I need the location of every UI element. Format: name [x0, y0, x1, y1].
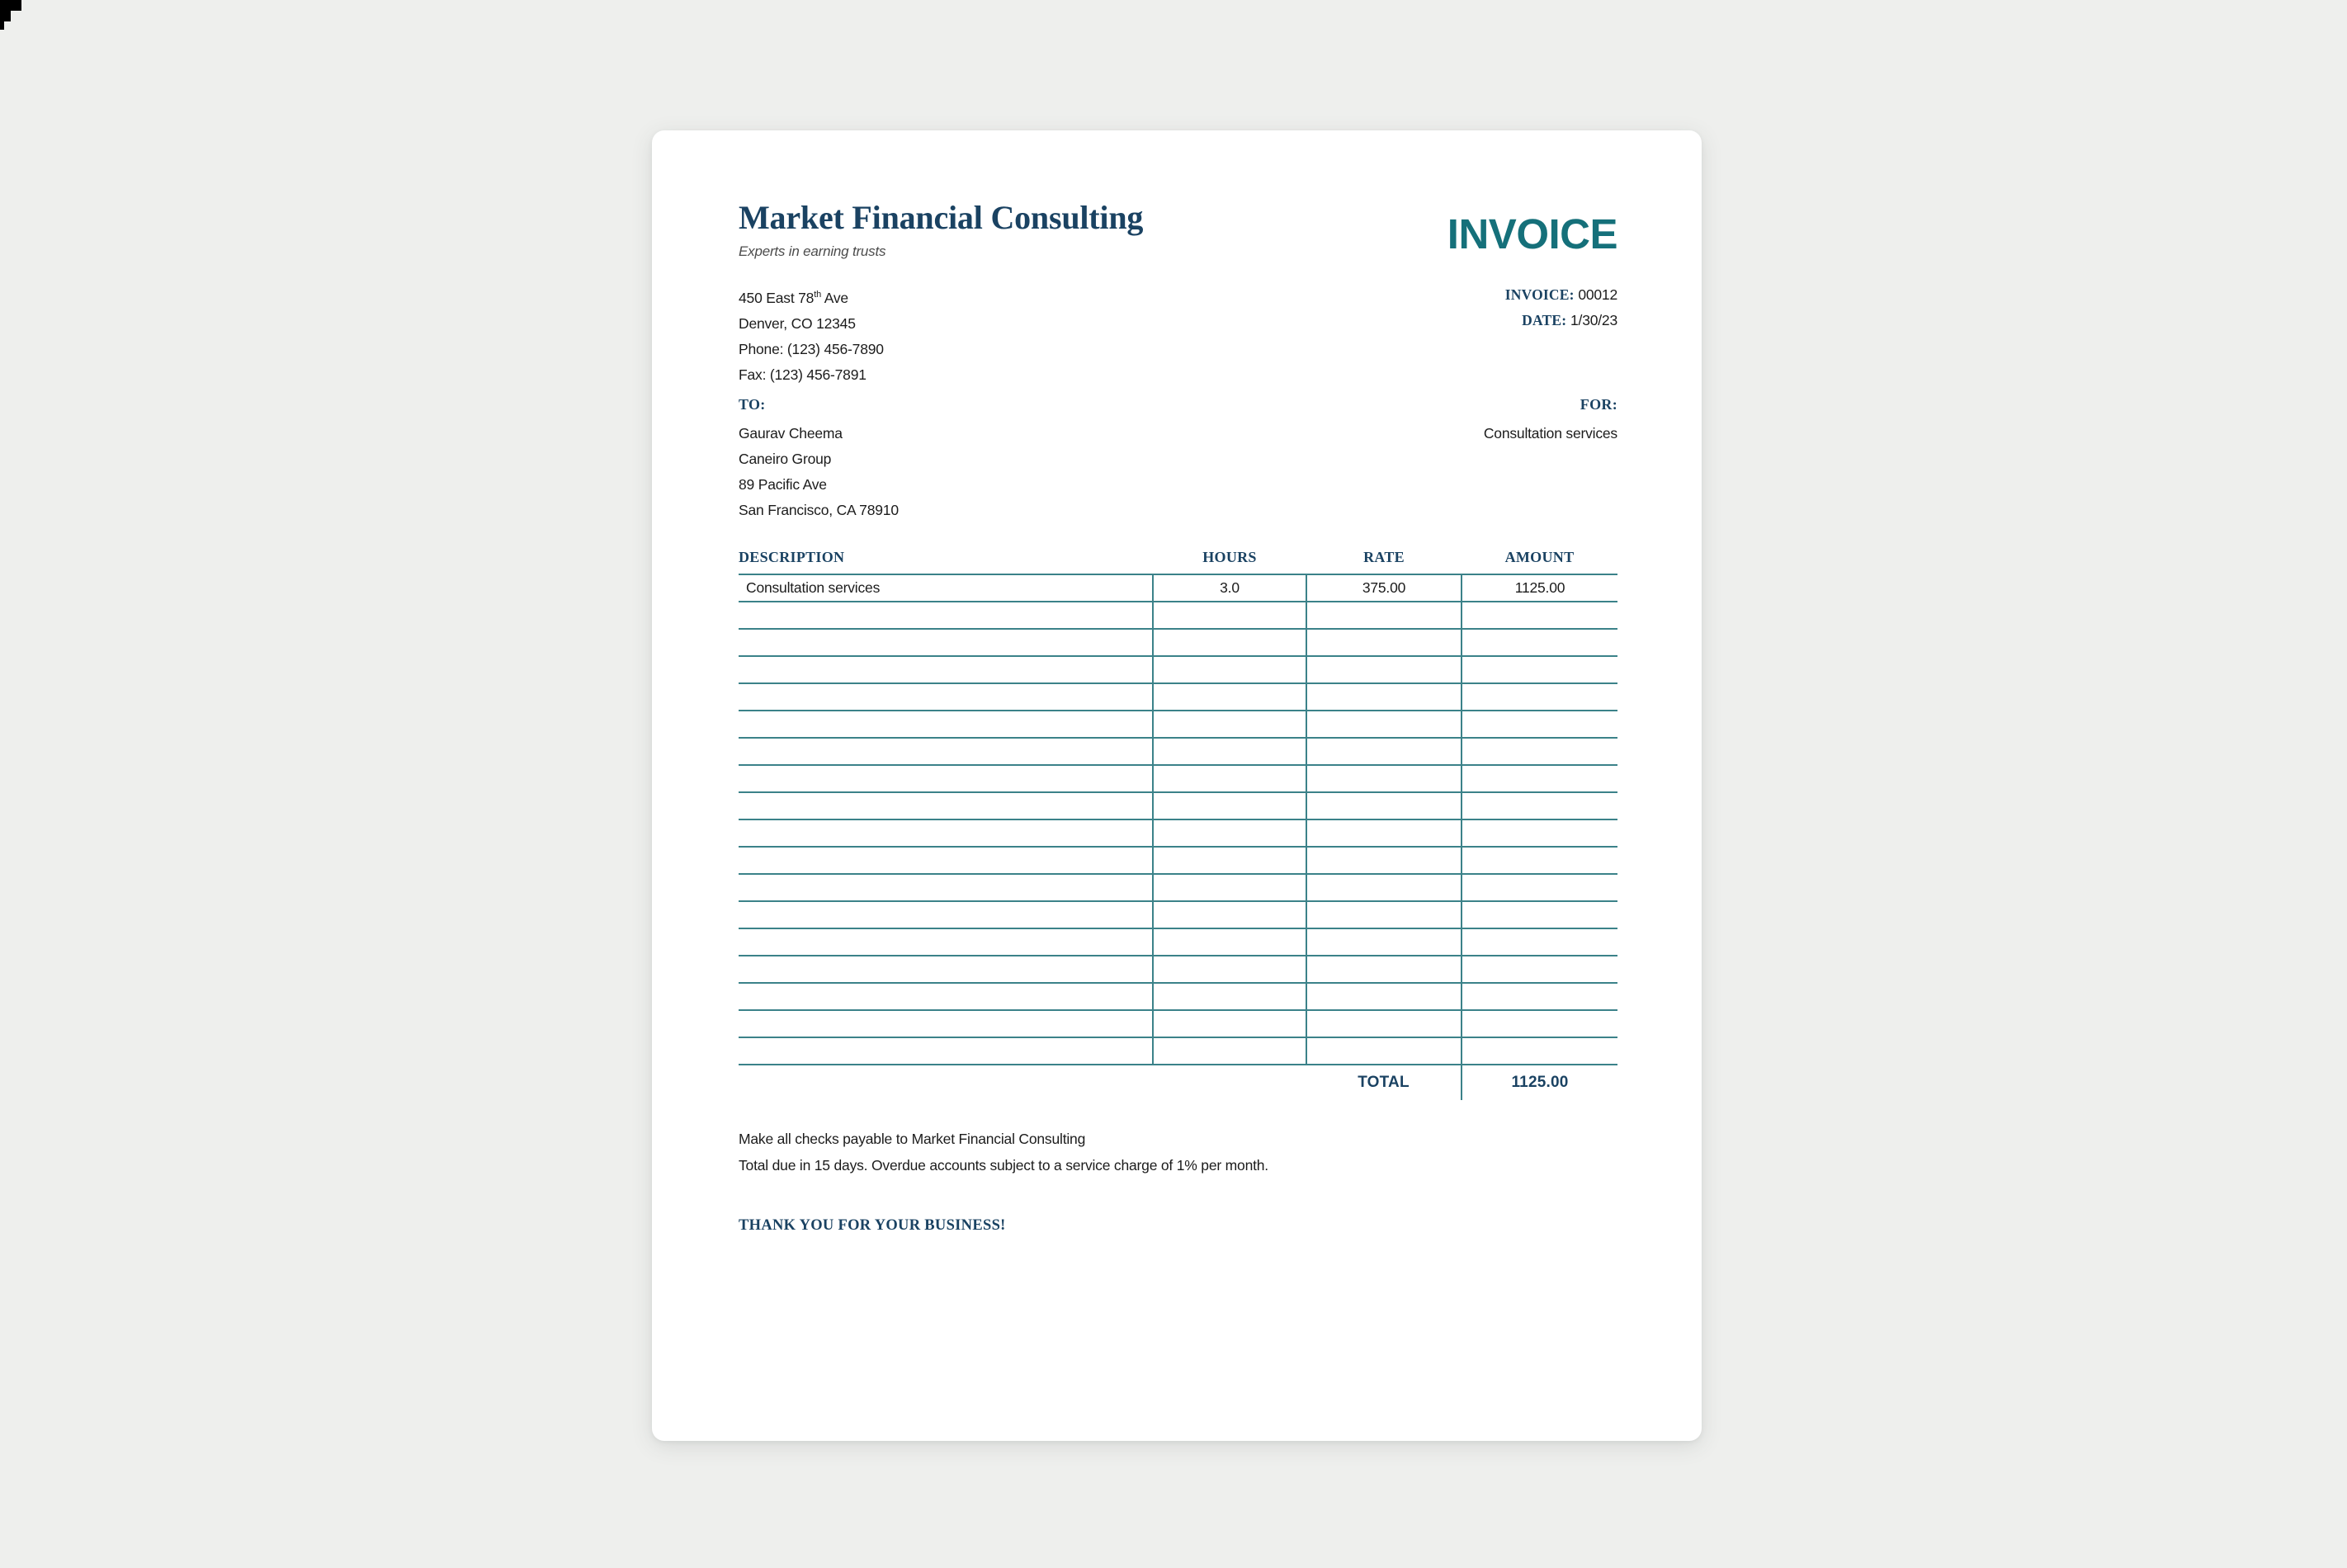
column-header-description: DESCRIPTION: [739, 549, 845, 565]
cell-hours[interactable]: [1153, 711, 1306, 738]
cell-hours[interactable]: [1153, 1037, 1306, 1065]
invoice-number-line: [1505, 282, 1617, 308]
bill-to-line: 89 Pacific Ave: [739, 476, 827, 494]
cell-amount[interactable]: [1462, 602, 1617, 629]
table-row[interactable]: [739, 711, 1617, 738]
table-row[interactable]: [739, 901, 1617, 928]
cell-hours[interactable]: [1153, 602, 1306, 629]
line-items-section: [739, 549, 1617, 1100]
cell-description[interactable]: [739, 683, 1153, 711]
table-row[interactable]: [739, 928, 1617, 956]
cell-description[interactable]: [739, 956, 1153, 983]
cell-hours[interactable]: [1153, 847, 1306, 874]
cell-description[interactable]: Consultation services: [739, 574, 1153, 602]
cell-description[interactable]: [739, 901, 1153, 928]
table-row[interactable]: [739, 765, 1617, 792]
cell-hours[interactable]: [1153, 629, 1306, 656]
cell-amount[interactable]: [1462, 683, 1617, 711]
cell-hours[interactable]: [1153, 683, 1306, 711]
cell-description[interactable]: [739, 1037, 1153, 1065]
cell-rate[interactable]: [1306, 956, 1462, 983]
total-spacer: [739, 1065, 1306, 1100]
bill-to-line: Gaurav Cheema: [739, 425, 843, 442]
cell-amount[interactable]: [1462, 874, 1617, 901]
payment-note-terms: Total due in 15 days. Overdue accounts subject to a service charge of 1% per month.: [739, 1156, 1268, 1174]
cell-rate[interactable]: [1306, 738, 1462, 765]
column-header-amount: AMOUNT: [1504, 549, 1575, 565]
cell-amount[interactable]: 1125.00: [1462, 574, 1617, 602]
invoice-number-label: INVOICE:: [1504, 286, 1575, 303]
address-phone: Phone: (123) 456-7890: [739, 341, 884, 358]
thank-you-message: THANK YOU FOR YOUR BUSINESS!: [739, 1216, 1006, 1234]
cell-hours[interactable]: [1153, 956, 1306, 983]
bill-to-block: [739, 396, 899, 524]
table-row[interactable]: [739, 847, 1617, 874]
cell-hours[interactable]: [1153, 1010, 1306, 1037]
cell-hours[interactable]: [1153, 792, 1306, 819]
totals-table: [739, 1065, 1617, 1100]
table-row[interactable]: [739, 956, 1617, 983]
cell-rate[interactable]: [1306, 683, 1462, 711]
document-title: INVOICE: [1447, 210, 1617, 257]
cell-rate[interactable]: [1306, 1010, 1462, 1037]
company-address: [739, 286, 1617, 389]
table-row[interactable]: [739, 574, 1617, 602]
cell-rate[interactable]: [1306, 901, 1462, 928]
cell-amount[interactable]: [1462, 629, 1617, 656]
invoice-sheet: [739, 201, 1617, 1235]
parties-section: [739, 396, 1617, 519]
table-row[interactable]: [739, 602, 1617, 629]
cell-amount[interactable]: [1462, 792, 1617, 819]
table-row[interactable]: [739, 792, 1617, 819]
cell-amount[interactable]: [1462, 1010, 1617, 1037]
table-row[interactable]: [739, 819, 1617, 847]
address-street: 450 East 78th Ave: [739, 290, 848, 306]
cell-hours[interactable]: [1153, 874, 1306, 901]
column-header-rate: RATE: [1363, 549, 1405, 565]
invoice-meta: [1505, 282, 1617, 333]
bill-for-block: [1484, 396, 1617, 446]
company-name: Market Financial Consulting: [739, 199, 1144, 236]
table-row[interactable]: [739, 1010, 1617, 1037]
cell-amount[interactable]: [1462, 901, 1617, 928]
table-row[interactable]: [739, 983, 1617, 1010]
cell-description[interactable]: [739, 983, 1153, 1010]
table-row[interactable]: [739, 656, 1617, 683]
bill-to-line: San Francisco, CA 78910: [739, 502, 899, 519]
cell-amount[interactable]: [1462, 711, 1617, 738]
cell-description[interactable]: [739, 874, 1153, 901]
cell-description[interactable]: [739, 602, 1153, 629]
invoice-header: [739, 199, 1617, 384]
cell-description[interactable]: [739, 629, 1153, 656]
total-row: [739, 1065, 1617, 1100]
invoice-date-label: DATE:: [1522, 312, 1567, 329]
cell-amount[interactable]: [1462, 819, 1617, 847]
cell-hours[interactable]: [1153, 901, 1306, 928]
invoice-card: [652, 130, 1702, 1441]
total-value: 1125.00: [1511, 1074, 1569, 1091]
company-tagline: Experts in earning trusts: [739, 243, 886, 259]
cell-amount[interactable]: [1462, 656, 1617, 683]
address-city-state-zip: Denver, CO 12345: [739, 315, 856, 333]
cell-rate[interactable]: [1306, 629, 1462, 656]
table-row[interactable]: [739, 874, 1617, 901]
line-items-body: [739, 574, 1617, 1065]
payment-notes: [739, 1126, 1617, 1179]
table-row[interactable]: [739, 683, 1617, 711]
cell-rate[interactable]: [1306, 792, 1462, 819]
cell-hours[interactable]: [1153, 656, 1306, 683]
cell-description[interactable]: [739, 1010, 1153, 1037]
cell-description[interactable]: [739, 847, 1153, 874]
column-header-hours: HOURS: [1202, 549, 1257, 565]
bill-to-label: TO:: [739, 396, 766, 413]
line-items-header-row: [739, 549, 1617, 574]
address-street-ordinal: th: [814, 290, 821, 300]
cell-rate[interactable]: [1306, 847, 1462, 874]
bill-for-line: Consultation services: [1483, 425, 1617, 442]
cell-amount[interactable]: [1462, 847, 1617, 874]
cell-hours[interactable]: [1153, 765, 1306, 792]
cell-hours[interactable]: [1153, 983, 1306, 1010]
bill-for-lines: [1484, 421, 1617, 446]
cell-amount[interactable]: [1462, 1037, 1617, 1065]
bill-to-line: Caneiro Group: [739, 451, 832, 468]
cell-rate[interactable]: [1306, 928, 1462, 956]
table-row[interactable]: [739, 1037, 1617, 1065]
cell-rate[interactable]: [1306, 656, 1462, 683]
cell-rate[interactable]: [1306, 819, 1462, 847]
cell-rate[interactable]: [1306, 1037, 1462, 1065]
cell-rate[interactable]: [1306, 602, 1462, 629]
cell-description[interactable]: [739, 765, 1153, 792]
cell-hours[interactable]: [1153, 819, 1306, 847]
cell-rate[interactable]: [1306, 711, 1462, 738]
cell-description[interactable]: [739, 711, 1153, 738]
invoice-date-value: 1/30/23: [1570, 312, 1617, 329]
cell-rate[interactable]: [1306, 983, 1462, 1010]
cell-description[interactable]: [739, 819, 1153, 847]
cell-description[interactable]: [739, 928, 1153, 956]
cell-rate[interactable]: [1306, 765, 1462, 792]
cell-hours[interactable]: [1153, 738, 1306, 765]
cell-rate[interactable]: [1306, 874, 1462, 901]
line-items-head: [739, 549, 1617, 574]
bill-for-label: FOR:: [1580, 396, 1617, 413]
cell-amount[interactable]: [1462, 738, 1617, 765]
payment-note-checks: Make all checks payable to Market Financial Consulting: [739, 1131, 1086, 1147]
invoice-number-value: 00012: [1578, 286, 1617, 303]
cell-rate[interactable]: 375.00: [1306, 574, 1462, 602]
cell-description[interactable]: [739, 792, 1153, 819]
cell-amount[interactable]: [1462, 928, 1617, 956]
address-fax: Fax: (123) 456-7891: [739, 366, 867, 384]
line-items-table: [739, 549, 1617, 1065]
cell-hours[interactable]: [1153, 928, 1306, 956]
cell-amount[interactable]: [1462, 956, 1617, 983]
invoice-date-line: [1505, 308, 1617, 333]
cell-hours[interactable]: 3.0: [1153, 574, 1306, 602]
total-label: TOTAL: [1306, 1065, 1462, 1100]
cell-description[interactable]: [739, 738, 1153, 765]
cell-amount[interactable]: [1462, 765, 1617, 792]
cell-description[interactable]: [739, 656, 1153, 683]
bill-to-lines: [739, 421, 899, 524]
table-row[interactable]: [739, 738, 1617, 765]
cell-amount[interactable]: [1462, 983, 1617, 1010]
table-row[interactable]: [739, 629, 1617, 656]
